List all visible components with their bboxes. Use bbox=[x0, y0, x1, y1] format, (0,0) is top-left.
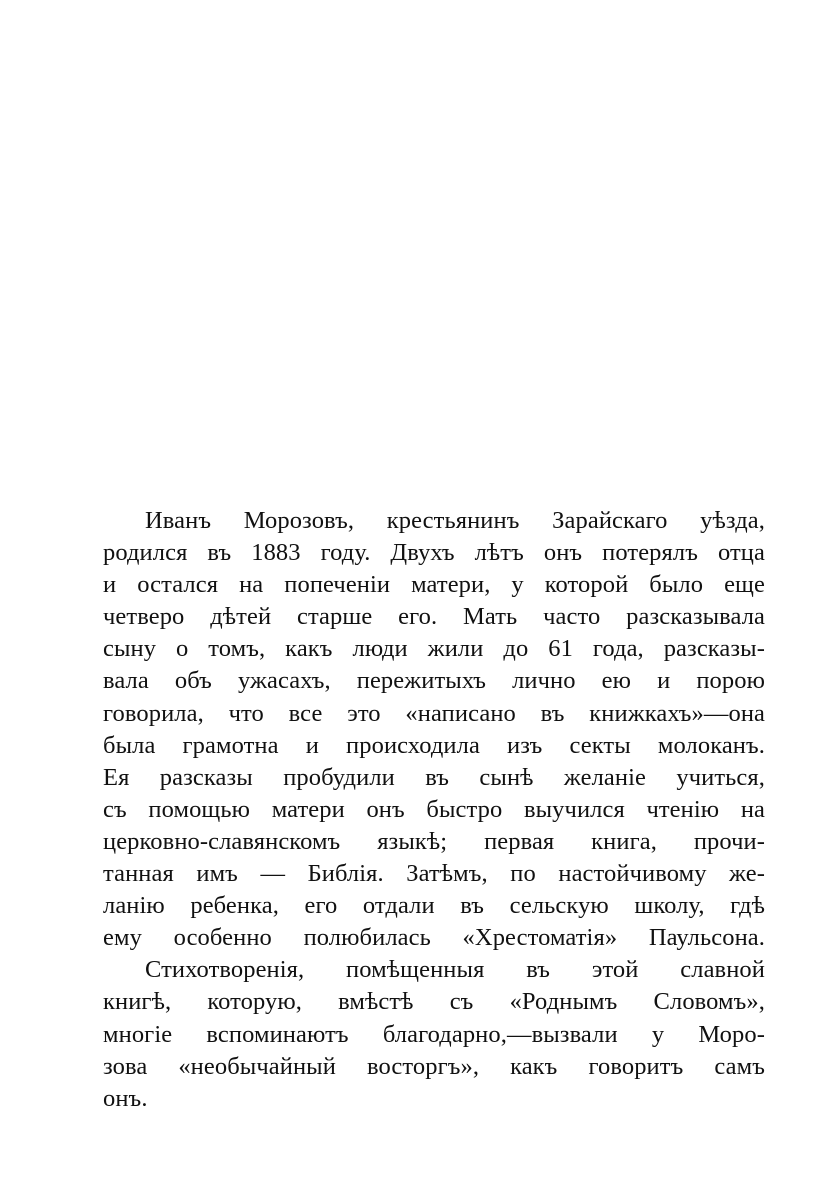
text-line: родился въ 1883 году. Двухъ лѣтъ онъ потерялъ отца bbox=[103, 539, 765, 567]
text-line: ему особенно полюбилась «Хрестоматія» Паульсона. bbox=[103, 924, 765, 952]
text-line: четверо дѣтей старше его. Мать часто разсказывала bbox=[103, 603, 765, 631]
text-line: сыну о томъ, какъ люди жили до 61 года, разсказы- bbox=[103, 635, 765, 663]
text-line: церковно-славянскомъ языкѣ; первая книга, прочи- bbox=[103, 827, 765, 855]
text-line: Стихотворенія, помѣщенныя въ этой славной bbox=[145, 956, 765, 984]
text-line: вала объ ужасахъ, пережитыхъ лично ею и порою bbox=[103, 667, 765, 695]
text-line: Иванъ Морозовъ, крестьянинъ Зарайскаго уѣзда, bbox=[145, 507, 765, 534]
text-line: многіе вспоминаютъ благодарно,—вызвали у Моро- bbox=[103, 1020, 765, 1048]
text-line: зова «необычайный восторгъ», какъ говоритъ самъ bbox=[103, 1052, 765, 1080]
text-line: была грамотна и происходила изъ секты молоканъ. bbox=[103, 731, 765, 759]
text-line: Ея разсказы пробудили въ сынѣ желаніе учиться, bbox=[103, 763, 765, 791]
text-line: книгѣ, которую, вмѣстѣ съ «Роднымъ Словомъ», bbox=[103, 988, 765, 1016]
text-line: съ помощью матери онъ быстро выучился чтенію на bbox=[103, 795, 765, 823]
text-line: танная имъ — Библія. Затѣмъ, по настойчивому же- bbox=[103, 860, 765, 888]
text-line: и остался на попеченіи матери, у которой было еще bbox=[103, 571, 765, 599]
body-text bbox=[103, 505, 765, 1115]
text-line: ланію ребенка, его отдали въ сельскую школу, гдѣ bbox=[103, 892, 765, 920]
text-line: говорила, что все это «написано въ книжкахъ»—она bbox=[103, 699, 765, 727]
text-line: онъ. bbox=[103, 1084, 148, 1112]
